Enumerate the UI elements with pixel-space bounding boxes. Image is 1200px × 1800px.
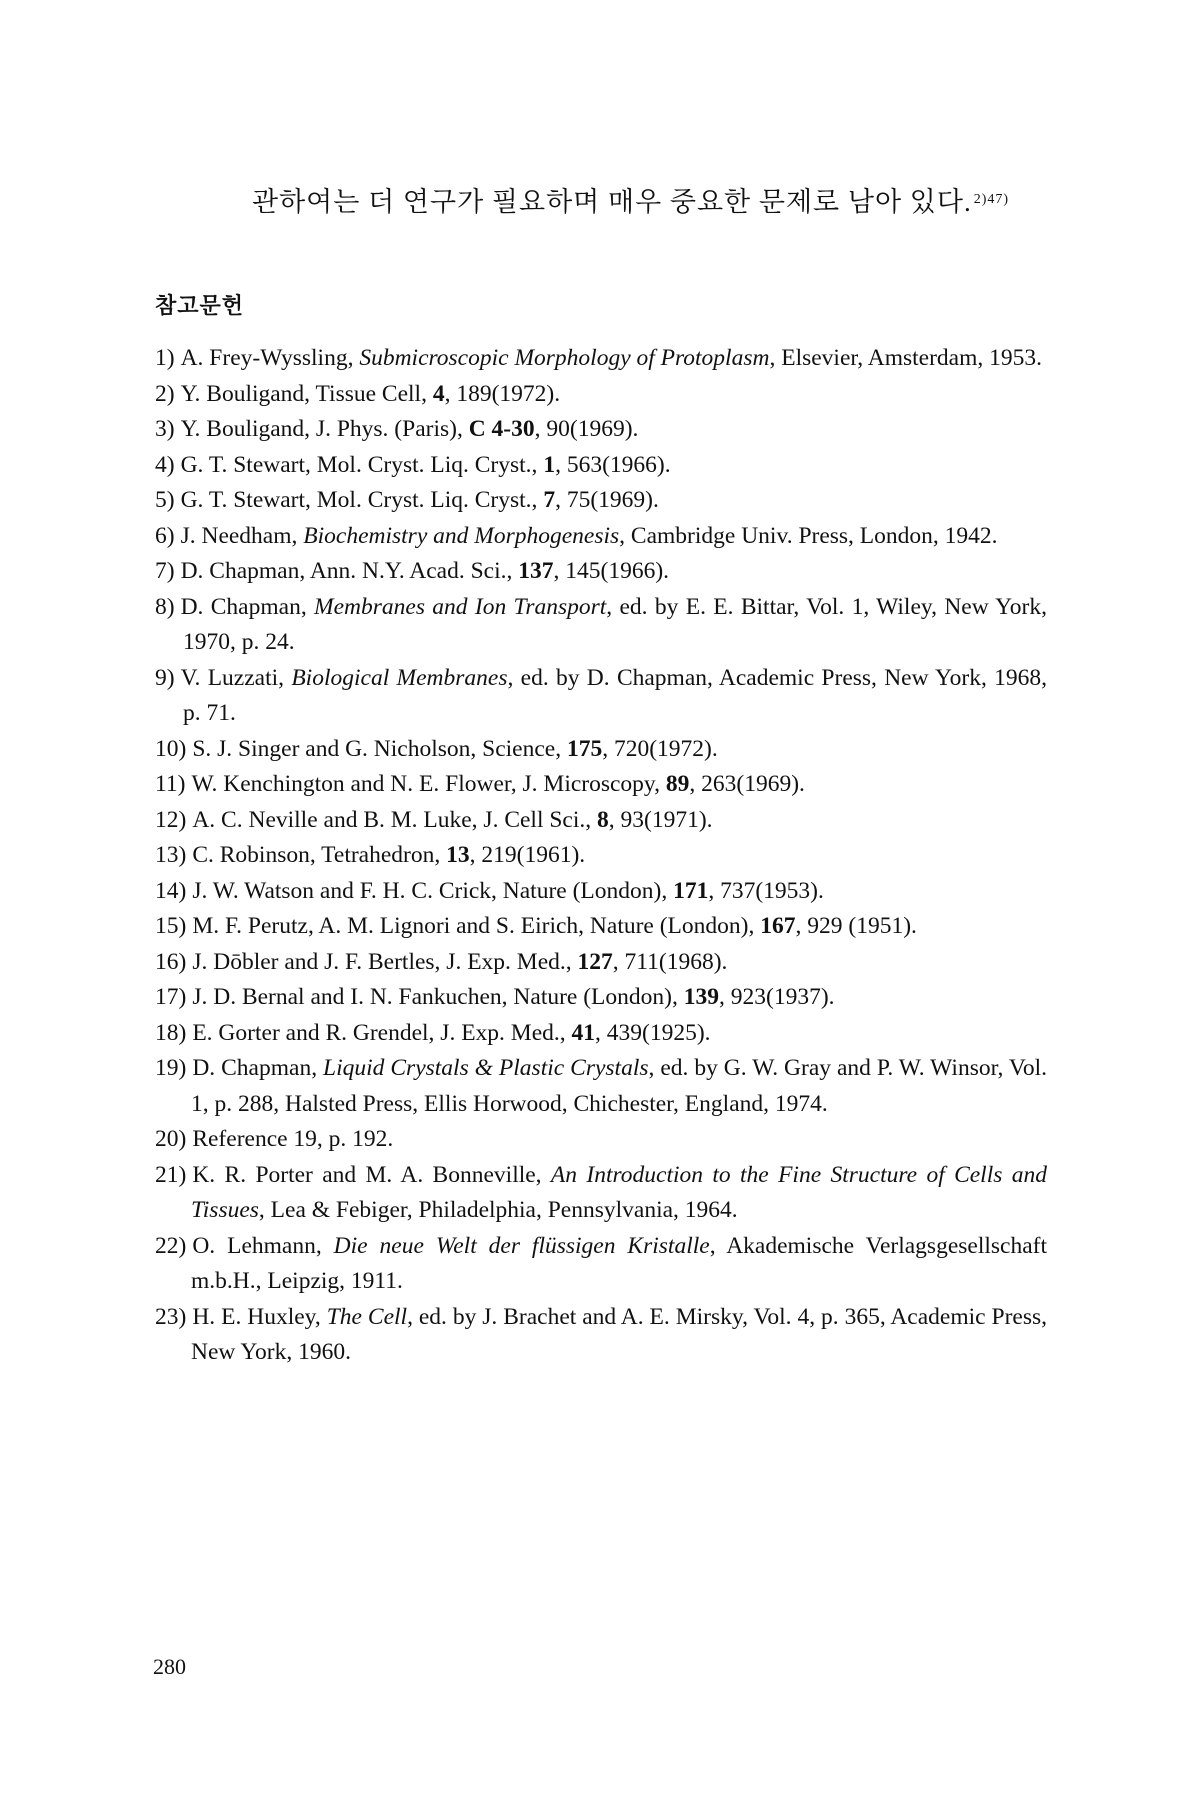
reference-text: , 145(1966). xyxy=(553,558,670,584)
reference-item xyxy=(155,377,1047,413)
reference-item xyxy=(155,874,1047,910)
reference-text: S. J. Singer and G. Nicholson, Science, xyxy=(192,735,567,762)
reference-text: , ed. by G. W. Gray and P. W. Winsor, Vol. 1, p. 288, Halsted Press, Ellis Horwood, Chichester, England, 1974. xyxy=(191,1055,1047,1117)
references-heading: 참고문헌 xyxy=(155,294,245,319)
reference-title: Biological Membranes xyxy=(291,664,508,691)
reference-text: D. Chapman, Ann. N.Y. Acad. Sci., xyxy=(180,558,519,584)
reference-text: O. Lehmann, xyxy=(192,1232,334,1259)
reference-volume: 4 xyxy=(432,380,445,407)
reference-text: K. R. Porter and M. A. Bonneville, xyxy=(192,1161,551,1188)
reference-number: 19) xyxy=(155,1055,187,1081)
reference-text: , Akademische Verlagsgesellschaft m.b.H., Leipzig, 1911. xyxy=(191,1232,1048,1294)
reference-text: , Cambridge Univ. Press, London, 1942. xyxy=(619,522,998,549)
reference-number: 7) xyxy=(155,558,175,584)
reference-item xyxy=(155,1051,1047,1122)
reference-text: , 439(1925). xyxy=(595,1019,711,1046)
reference-number: 5) xyxy=(155,487,175,513)
reference-text: , 263(1969). xyxy=(689,771,805,797)
reference-text: W. Kenchington and N. E. Flower, J. Microscopy, xyxy=(191,771,666,797)
reference-number: 8) xyxy=(155,593,175,620)
reference-number: 21) xyxy=(155,1161,187,1188)
reference-text: , 737(1953). xyxy=(708,877,824,904)
reference-item xyxy=(155,1016,1047,1052)
page-number: 280 xyxy=(153,1654,186,1679)
reference-item xyxy=(155,767,1047,803)
reference-item xyxy=(155,448,1047,484)
reference-item xyxy=(155,803,1047,839)
reference-text: , 563(1966). xyxy=(555,451,671,478)
reference-number: 18) xyxy=(155,1019,187,1046)
reference-volume: 137 xyxy=(518,558,554,584)
reference-number: 1) xyxy=(155,345,175,371)
reference-text: Y. Bouligand, Tissue Cell, xyxy=(180,380,433,407)
reference-list xyxy=(155,341,1047,1371)
reference-text: J. Needham, xyxy=(180,522,304,549)
reference-volume: 139 xyxy=(683,984,719,1010)
reference-title: Membranes and Ion Transport xyxy=(314,593,607,620)
reference-title: An Introduction to the Fine Structure of Cells and Tissues xyxy=(191,1161,1047,1223)
reference-number: 2) xyxy=(155,380,175,407)
reference-title: The Cell xyxy=(326,1303,408,1330)
reference-title: Die neue Welt der flüssigen Kristalle xyxy=(333,1232,710,1259)
reference-text: , 219(1961). xyxy=(469,842,586,868)
reference-number: 6) xyxy=(155,522,175,549)
reference-text: G. T. Stewart, Mol. Cryst. Liq. Cryst., xyxy=(180,451,544,478)
reference-volume: 7 xyxy=(543,487,556,513)
reference-item xyxy=(155,554,1047,590)
reference-title: Submicroscopic Morphology of Protoplasm xyxy=(359,345,770,371)
reference-number: 11) xyxy=(155,771,186,797)
reference-volume: 127 xyxy=(577,948,613,975)
reference-text: , ed. by J. Brachet and A. E. Mirsky, Vol. 4, p. 365, Academic Press, New York, 1960. xyxy=(191,1303,1047,1365)
reference-text: J. W. Watson and F. H. C. Crick, Nature (London), xyxy=(192,877,674,904)
reference-text: D. Chapman, xyxy=(180,593,315,620)
reference-text: V. Luzzati, xyxy=(180,664,292,691)
reference-volume: C 4-30 xyxy=(468,416,535,442)
reference-text: , 75(1969). xyxy=(555,487,659,513)
reference-item xyxy=(155,1158,1047,1229)
reference-item xyxy=(155,1229,1047,1300)
reference-number: 9) xyxy=(155,664,175,691)
reference-number: 22) xyxy=(155,1232,187,1259)
reference-text: C. Robinson, Tetrahedron, xyxy=(192,842,447,868)
reference-number: 3) xyxy=(155,416,175,442)
intro-text: 관하여는 더 연구가 필요하며 매우 중요한 문제로 남아 있다. xyxy=(252,187,972,217)
reference-number: 17) xyxy=(155,984,187,1010)
reference-text: , 929 (1951). xyxy=(795,913,917,939)
reference-text: A. Frey-Wyssling, xyxy=(180,345,360,371)
reference-number: 14) xyxy=(155,877,187,904)
reference-item xyxy=(155,341,1047,377)
reference-text: , 923(1937). xyxy=(719,984,835,1010)
reference-item xyxy=(155,838,1047,874)
reference-text: , 711(1968). xyxy=(612,948,728,975)
reference-item xyxy=(155,909,1047,945)
reference-item xyxy=(155,980,1047,1016)
intro-sentence xyxy=(252,180,1009,219)
reference-text: , 720(1972). xyxy=(602,735,718,762)
reference-item xyxy=(155,945,1047,981)
reference-text: , 93(1971). xyxy=(608,806,713,833)
reference-title: Biochemistry and Morphogenesis xyxy=(303,522,620,549)
reference-item xyxy=(155,1300,1047,1371)
reference-volume: 13 xyxy=(446,842,470,868)
reference-number: 4) xyxy=(155,451,175,478)
reference-item xyxy=(155,519,1047,555)
reference-number: 23) xyxy=(155,1303,187,1330)
reference-volume: 8 xyxy=(597,806,609,833)
reference-number: 10) xyxy=(155,735,187,762)
reference-volume: 89 xyxy=(665,771,690,797)
reference-text: , Elsevier, Amsterdam, 1953. xyxy=(769,345,1042,371)
reference-text: M. F. Perutz, A. M. Lignori and S. Eirich, Nature (London), xyxy=(192,913,761,939)
reference-text: Y. Bouligand, J. Phys. (Paris), xyxy=(180,416,469,442)
reference-item xyxy=(155,1122,1047,1158)
reference-number: 15) xyxy=(155,913,187,939)
reference-text: , ed. by E. E. Bittar, Vol. 1, Wiley, New York, 1970, p. 24. xyxy=(183,593,1047,655)
reference-text: , ed. by D. Chapman, Academic Press, New York, 1968, p. 71. xyxy=(183,664,1047,726)
reference-item xyxy=(155,661,1047,732)
reference-volume: 175 xyxy=(566,735,603,762)
reference-volume: 171 xyxy=(673,877,709,904)
reference-title: Liquid Crystals & Plastic Crystals xyxy=(323,1055,649,1081)
reference-text: H. E. Huxley, xyxy=(192,1303,327,1330)
reference-number: 16) xyxy=(155,948,187,975)
reference-text: Reference 19, p. 192. xyxy=(192,1126,394,1152)
reference-text: , Lea & Febiger, Philadelphia, Pennsylvania, 1964. xyxy=(258,1197,738,1223)
reference-text: D. Chapman, xyxy=(192,1055,324,1081)
reference-volume: 1 xyxy=(543,451,556,478)
reference-item xyxy=(155,412,1047,448)
reference-volume: 41 xyxy=(571,1019,596,1046)
reference-text: J. D. Bernal and I. N. Fankuchen, Nature (London), xyxy=(192,984,684,1010)
reference-number: 13) xyxy=(155,842,187,868)
reference-text: J. Dōbler and J. F. Bertles, J. Exp. Med., xyxy=(192,948,578,975)
reference-item xyxy=(155,590,1047,661)
reference-text: , 90(1969). xyxy=(534,416,639,442)
reference-item xyxy=(155,483,1047,519)
intro-citation: 2)47) xyxy=(973,192,1010,207)
reference-volume: 167 xyxy=(760,913,796,939)
reference-text: E. Gorter and R. Grendel, J. Exp. Med., xyxy=(192,1019,572,1046)
reference-text: G. T. Stewart, Mol. Cryst. Liq. Cryst., xyxy=(180,487,544,513)
reference-text: A. C. Neville and B. M. Luke, J. Cell Sci., xyxy=(192,806,598,833)
reference-number: 20) xyxy=(155,1126,187,1152)
reference-number: 12) xyxy=(155,806,187,833)
reference-text: , 189(1972). xyxy=(444,380,561,407)
reference-item xyxy=(155,732,1047,768)
